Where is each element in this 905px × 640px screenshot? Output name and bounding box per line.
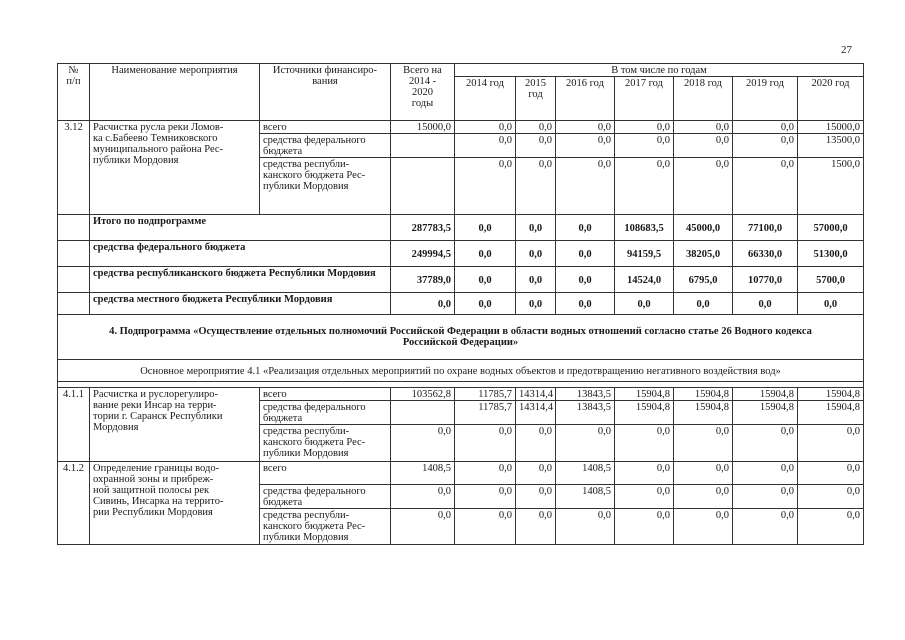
year-value: 0,0 [733,158,798,215]
total-value: 0,0 [391,485,455,509]
total-row [58,215,864,241]
total-year-value: 0,0 [556,241,615,267]
year-value: 0,0 [733,509,798,545]
total-row [58,267,864,293]
year-value: 0,0 [674,158,733,215]
year-value: 0,0 [615,158,674,215]
total-year-value: 0,0 [516,215,556,241]
funding-source: средства республи- канского бюджета Рес- публики Мордовия [260,158,391,215]
year-value: 0,0 [798,485,864,509]
year-value: 0,0 [674,121,733,134]
year-value: 0,0 [556,158,615,215]
year-value: 15904,8 [733,401,798,425]
header-year: 2015 год [516,77,556,121]
total-value: 103562,8 [391,388,455,401]
header-year: 2020 год [798,77,864,121]
total-year-value: 0,0 [455,293,516,315]
year-value: 0,0 [674,462,733,485]
item-name: Определение границы водо- охранной зоны и прибреж- ной защитной полосы рек Сивинь, Инсарка на террито- рии Республики Мордовия [90,462,260,545]
total-year-value: 14524,0 [615,267,674,293]
year-value: 0,0 [455,485,516,509]
subprogram-title: 4. Подпрограмма «Осуществление отдельных полномочий Российской Федерации в области водных отношений согласно статье 26 Водного кодекса Российской Федерации» [58,315,864,360]
header-year: 2018 год [674,77,733,121]
year-value: 0,0 [733,485,798,509]
header-year: 2019 год [733,77,798,121]
total-value: 0,0 [391,425,455,462]
total-value [391,158,455,215]
year-value: 0,0 [798,509,864,545]
total-year-value: 6795,0 [674,267,733,293]
year-value: 1408,5 [556,485,615,509]
year-value: 0,0 [615,134,674,158]
total-row [58,293,864,315]
main-activity-title: Основное мероприятие 4.1 «Реализация отдельных мероприятий по охране водных объектов и предотвращению негативного воздействия вод» [58,360,864,382]
funding-source: всего [260,388,391,401]
total-value: 15000,0 [391,121,455,134]
header-col-name: Наименование мероприятия [90,64,260,121]
subprogram-row [58,315,864,360]
total-year-value: 0,0 [556,267,615,293]
total-year-value: 66330,0 [733,241,798,267]
total-label: средства федерального бюджета [90,241,391,267]
total-year-value: 10770,0 [733,267,798,293]
funding-source: всего [260,462,391,485]
total-year-value: 0,0 [556,293,615,315]
year-value: 13843,5 [556,401,615,425]
budget-table [57,63,864,545]
header-year: 2017 год [615,77,674,121]
year-value: 15904,8 [798,388,864,401]
header-col-source: Источники финансиро- вания [260,64,391,121]
total-year-value: 0,0 [516,293,556,315]
total-value: 249994,5 [391,241,455,267]
page-number: 27 [841,44,852,56]
header-col-num: № п/п [58,64,90,121]
year-value: 0,0 [516,462,556,485]
total-label: средства республиканского бюджета Республики Мордовия [90,267,391,293]
total-spacer [58,293,90,315]
header-years-group: В том числе по годам [455,64,864,77]
year-value: 0,0 [556,134,615,158]
year-value: 0,0 [615,462,674,485]
table-row [58,121,864,134]
year-value: 0,0 [516,509,556,545]
year-value: 0,0 [615,485,674,509]
year-value: 11785,7 [455,401,516,425]
total-year-value: 51300,0 [798,241,864,267]
item-number: 3.12 [58,121,90,215]
funding-source: средства федерального бюджета [260,401,391,425]
total-year-value: 5700,0 [798,267,864,293]
total-year-value: 0,0 [455,215,516,241]
year-value: 0,0 [733,134,798,158]
total-value [391,401,455,425]
year-value: 14314,4 [516,401,556,425]
funding-source: средства республи- канского бюджета Рес- публики Мордовия [260,425,391,462]
total-year-value: 0,0 [733,293,798,315]
header-year: 2016 год [556,77,615,121]
year-value: 14314,4 [516,388,556,401]
total-year-value: 0,0 [615,293,674,315]
year-value: 13500,0 [798,134,864,158]
year-value: 0,0 [615,425,674,462]
total-year-value: 108683,5 [615,215,674,241]
year-value: 0,0 [733,462,798,485]
year-value: 0,0 [455,158,516,215]
total-value: 37789,0 [391,267,455,293]
total-year-value: 77100,0 [733,215,798,241]
table-row [58,388,864,401]
total-row [58,241,864,267]
year-value: 0,0 [455,509,516,545]
year-value: 0,0 [733,425,798,462]
total-value: 1408,5 [391,462,455,485]
year-value: 0,0 [455,425,516,462]
year-value: 0,0 [615,121,674,134]
header-row [58,64,864,77]
year-value: 0,0 [455,121,516,134]
total-year-value: 57000,0 [798,215,864,241]
year-value: 0,0 [516,121,556,134]
header-col-total: Всего на 2014 - 2020 годы [391,64,455,121]
total-label: средства местного бюджета Республики Мордовия [90,293,391,315]
total-year-value: 0,0 [798,293,864,315]
year-value: 0,0 [674,425,733,462]
year-value: 15904,8 [615,401,674,425]
year-value: 0,0 [674,485,733,509]
year-value: 15904,8 [674,401,733,425]
year-value: 0,0 [455,134,516,158]
year-value: 0,0 [615,509,674,545]
year-value: 0,0 [556,425,615,462]
year-value: 0,0 [516,485,556,509]
table-row [58,462,864,485]
year-value: 11785,7 [455,388,516,401]
year-value: 0,0 [798,462,864,485]
year-value: 15000,0 [798,121,864,134]
year-value: 15904,8 [733,388,798,401]
total-spacer [58,215,90,241]
total-year-value: 0,0 [556,215,615,241]
total-value: 0,0 [391,509,455,545]
year-value: 15904,8 [615,388,674,401]
total-year-value: 94159,5 [615,241,674,267]
total-spacer [58,241,90,267]
year-value: 15904,8 [798,401,864,425]
year-value: 0,0 [674,134,733,158]
year-value: 0,0 [516,134,556,158]
year-value: 0,0 [556,121,615,134]
item-number: 4.1.2 [58,462,90,545]
funding-source: средства федерального бюджета [260,134,391,158]
year-value: 0,0 [516,158,556,215]
total-value: 287783,5 [391,215,455,241]
total-year-value: 38205,0 [674,241,733,267]
year-value: 0,0 [798,425,864,462]
item-name: Расчистка и руслорегулиро- вание реки Инсар на терри- тории г. Саранск Республики Мордовия [90,388,260,462]
item-number: 4.1.1 [58,388,90,462]
year-value: 13843,5 [556,388,615,401]
year-value: 0,0 [733,121,798,134]
main-activity-row [58,360,864,382]
total-year-value: 0,0 [516,267,556,293]
funding-source: всего [260,121,391,134]
year-value: 0,0 [455,462,516,485]
year-value: 0,0 [556,509,615,545]
year-value: 15904,8 [674,388,733,401]
total-value [391,134,455,158]
total-label: Итого по подпрограмме [90,215,391,241]
item-name: Расчистка русла реки Ломов- ка с.Бабеево Темниковского муниципального района Рес- публики Мордовия [90,121,260,215]
funding-source: средства республи- канского бюджета Рес- публики Мордовия [260,509,391,545]
year-value: 1408,5 [556,462,615,485]
total-year-value: 0,0 [674,293,733,315]
total-value: 0,0 [391,293,455,315]
total-spacer [58,267,90,293]
total-year-value: 45000,0 [674,215,733,241]
year-value: 0,0 [516,425,556,462]
year-value: 0,0 [674,509,733,545]
header-year: 2014 год [455,77,516,121]
total-year-value: 0,0 [455,267,516,293]
year-value: 1500,0 [798,158,864,215]
funding-source: средства федерального бюджета [260,485,391,509]
total-year-value: 0,0 [516,241,556,267]
total-year-value: 0,0 [455,241,516,267]
